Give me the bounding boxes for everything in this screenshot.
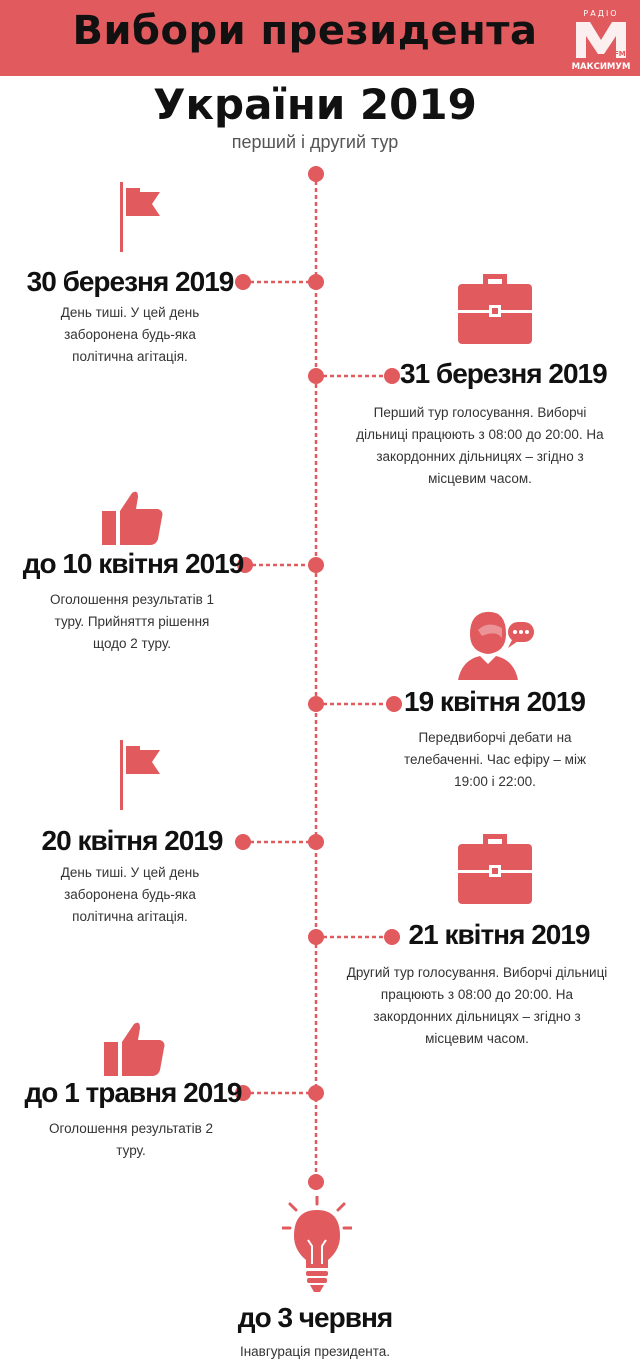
event-date: 19 квітня 2019 <box>404 686 585 717</box>
timeline-dot-6 <box>308 929 324 945</box>
event-description: День тиші. У цей день заборонена будь-яка політична агітація. <box>60 305 200 364</box>
page-subtitle: перший і другий тур <box>231 132 399 152</box>
timeline-dot-1 <box>308 274 324 290</box>
event-date: до 1 травня 2019 <box>24 1077 242 1108</box>
svg-text:РАДІО: РАДІО <box>583 9 619 18</box>
event-description: Перший тур голосування. Виборчі дільниці працюють з 08:00 до 20:00. На закордонних дільницях – згідно з місцевим часом. <box>356 405 604 486</box>
briefcase-icon <box>458 830 532 906</box>
speaker-icon <box>458 608 534 680</box>
connector-dot-6 <box>384 929 400 945</box>
svg-text:МАКСИМУМ: МАКСИМУМ <box>571 62 631 72</box>
timeline-dot-2 <box>308 368 324 384</box>
event-date: 30 березня 2019 <box>26 266 234 297</box>
thumbs-up-icon <box>104 1020 166 1076</box>
event-date: 31 березня 2019 <box>400 358 607 389</box>
event-description: Передвиборчі дебати на телебаченні. Час ефіру – між 19:00 і 22:00. <box>404 730 586 789</box>
flag-icon <box>114 740 164 812</box>
svg-text:FM: FM <box>614 50 626 58</box>
page-title: Вибори президента <box>72 8 538 54</box>
timeline-end-dot <box>308 1174 324 1190</box>
timeline-dot-4 <box>308 696 324 712</box>
event-description: Другий тур голосування. Виборчі дільниці працюють з 08:00 до 20:00. На закордонних дільницях – згідно з місцевим часом. <box>346 965 608 1046</box>
event-description: Оголошення результатів 1 туру. Прийняття рішення щодо 2 туру. <box>49 592 215 651</box>
thumbs-up-icon <box>102 489 164 545</box>
event-description: Оголошення результатів 2 туру. <box>48 1121 214 1158</box>
timeline-dot-7 <box>308 1085 324 1101</box>
flag-icon <box>114 182 164 254</box>
event-description: Інавгурація президента. <box>239 1344 391 1359</box>
timeline-dot-3 <box>308 557 324 573</box>
event-date: 20 квітня 2019 <box>41 825 223 856</box>
event-date: до 10 квітня 2019 <box>22 548 244 579</box>
briefcase-icon <box>458 270 532 346</box>
page-title-year: України 2019 <box>153 80 477 129</box>
lightbulb-icon <box>282 1196 352 1296</box>
timeline-start-dot <box>308 166 324 182</box>
connector-dot-2 <box>384 368 400 384</box>
connector-dot-4 <box>386 696 402 712</box>
event-date: 21 квітня 2019 <box>408 919 590 950</box>
event-description: День тиші. У цей день заборонена будь-яка політична агітація. <box>60 865 200 924</box>
event-date: до 3 червня <box>237 1302 393 1333</box>
timeline-dot-5 <box>308 834 324 850</box>
